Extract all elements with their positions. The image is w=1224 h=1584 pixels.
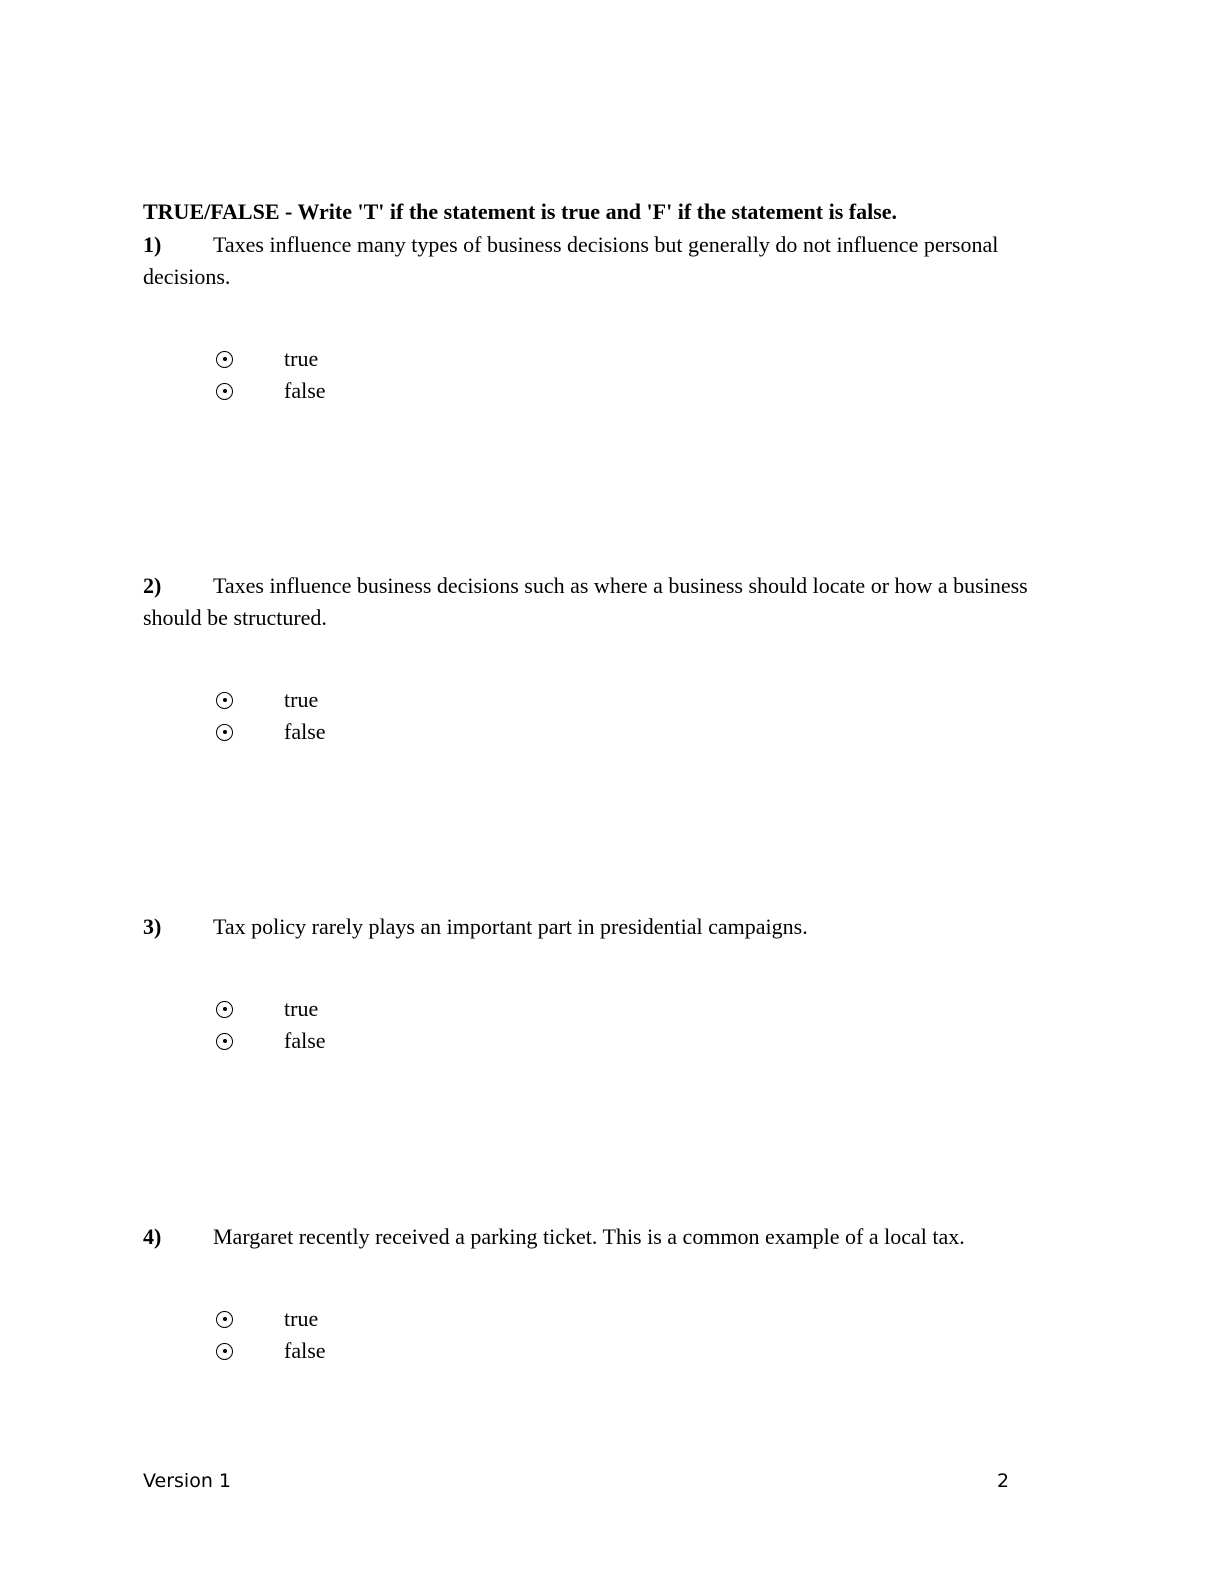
question-2 xyxy=(143,570,1083,634)
section-instructions: TRUE/FALSE - Write 'T' if the statement is true and 'F' if the statement is false. xyxy=(143,199,898,224)
radio-button-icon[interactable] xyxy=(216,351,233,368)
question-2-options xyxy=(216,684,326,748)
question-3 xyxy=(143,911,1083,943)
option-false[interactable] xyxy=(216,1025,326,1057)
footer-version: Version 1 xyxy=(143,1470,231,1492)
question-number: 3) xyxy=(143,914,162,939)
question-text: Taxes influence business decisions such as where a business should locate or how a business should be structured. xyxy=(143,573,1028,630)
option-label: false xyxy=(284,378,326,403)
option-label: false xyxy=(284,1028,326,1053)
question-text: Taxes influence many types of business decisions but generally do not influence personal decisions. xyxy=(143,232,999,289)
option-false[interactable] xyxy=(216,375,326,407)
option-false[interactable] xyxy=(216,716,326,748)
radio-button-icon[interactable] xyxy=(216,1311,233,1328)
option-true[interactable] xyxy=(216,684,326,716)
question-text: Tax policy rarely plays an important part in presidential campaigns. xyxy=(213,914,808,939)
option-true[interactable] xyxy=(216,343,326,375)
radio-button-icon[interactable] xyxy=(216,1343,233,1360)
question-4 xyxy=(143,1221,1083,1253)
option-label: false xyxy=(284,1338,326,1363)
radio-button-icon[interactable] xyxy=(216,1001,233,1018)
option-label: true xyxy=(284,687,319,712)
question-4-options xyxy=(216,1303,326,1367)
radio-button-icon[interactable] xyxy=(216,724,233,741)
option-label: false xyxy=(284,719,326,744)
option-label: true xyxy=(284,996,319,1021)
option-true[interactable] xyxy=(216,993,326,1025)
question-1 xyxy=(143,229,1083,293)
option-false[interactable] xyxy=(216,1335,326,1367)
question-number: 1) xyxy=(143,232,162,257)
radio-button-icon[interactable] xyxy=(216,383,233,400)
question-1-options xyxy=(216,343,326,407)
question-text: Margaret recently received a parking ticket. This is a common example of a local tax. xyxy=(213,1224,965,1249)
question-number: 4) xyxy=(143,1224,162,1249)
option-label: true xyxy=(284,1306,319,1331)
option-label: true xyxy=(284,346,319,371)
radio-button-icon[interactable] xyxy=(216,692,233,709)
footer-page-number: 2 xyxy=(997,1470,1010,1492)
question-number: 2) xyxy=(143,573,162,598)
question-3-options xyxy=(216,993,326,1057)
radio-button-icon[interactable] xyxy=(216,1033,233,1050)
option-true[interactable] xyxy=(216,1303,326,1335)
